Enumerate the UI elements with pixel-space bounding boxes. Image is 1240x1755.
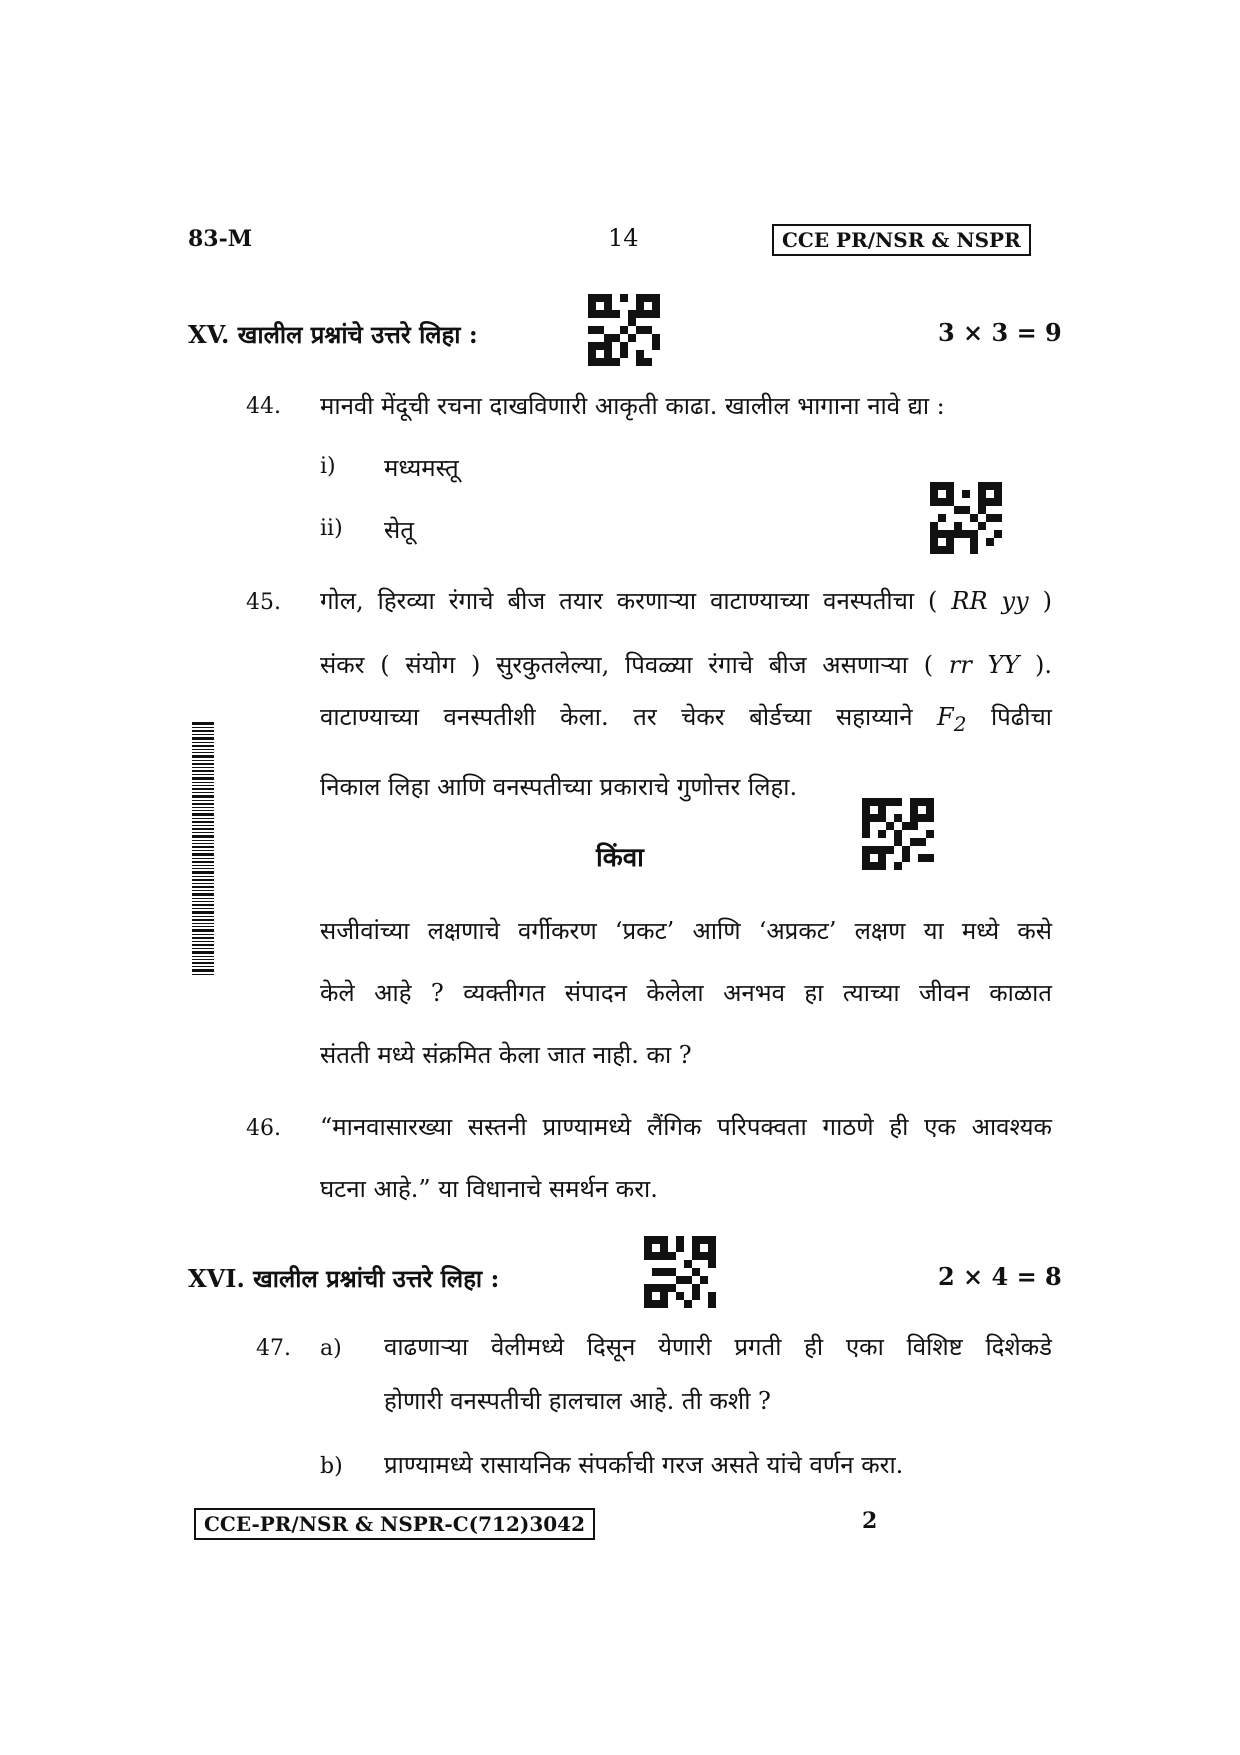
q44-part-i-text: मध्यमस्तू: [384, 454, 459, 482]
genotype-rryy-yellow: rr YY: [948, 651, 1020, 679]
qr-code-icon: [862, 798, 934, 870]
f-subscript: 2: [953, 711, 967, 736]
question-45-line-3: [320, 700, 1052, 736]
question-46-number: 46.: [246, 1116, 281, 1141]
section-16-title: XVI. खालील प्रश्नांची उत्तरे लिहा :: [188, 1264, 500, 1293]
q47-part-b-label: b): [320, 1454, 343, 1479]
question-45-alt-line-3: संतती मध्ये संक्रमित केला जात नाही. का ?: [320, 1041, 692, 1069]
q45-line2-close: ).: [1035, 651, 1052, 679]
exam-code-box: CCE PR/NSR & NSPR: [772, 224, 1031, 256]
question-45-alt-line-1: सजीवांच्या लक्षणाचे वर्गीकरण ‘प्रकट’ आणि ‘अप्रकट’ लक्षण या मध्ये कसे: [320, 917, 1052, 945]
q44-part-i-label: i): [320, 454, 336, 479]
question-46-line-2: घटना आहे.” या विधानाचे समर्थन करा.: [320, 1175, 658, 1203]
f2-generation: [937, 703, 967, 736]
section-16-marks: 2 × 4 = 8: [938, 1262, 1062, 1291]
q47-part-a-label: a): [320, 1336, 342, 1361]
q45-line1-text: गोल, हिरव्या रंगाचे बीज तयार करणाऱ्या वाटाण्याच्या वनस्पतीचा (: [320, 587, 938, 615]
question-45-number: 45.: [246, 590, 281, 615]
qr-code-icon: [930, 482, 1002, 554]
q44-part-ii-text: सेतू: [384, 516, 414, 544]
f-letter: F: [937, 703, 954, 731]
question-45-line-4: निकाल लिहा आणि वनस्पतीच्या प्रकाराचे गुणोत्तर लिहा.: [320, 773, 798, 801]
page-number: 14: [608, 224, 639, 252]
question-46-line-1: “मानवासारख्या सस्तनी प्राण्यामध्ये लैंगिक परिपक्वता गाठणे ही एक आवश्यक: [320, 1113, 1052, 1141]
qr-code-icon: [644, 1236, 716, 1308]
q47-part-b-text: प्राण्यामध्ये रासायनिक संपर्काची गरज असते यांचे वर्णन करा.: [384, 1451, 904, 1479]
question-44-text: मानवी मेंदूची रचना दाखविणारी आकृती काढा. खालील भागाना नावे द्या :: [320, 392, 945, 420]
footer-code-box: CCE-PR/NSR & NSPR-C(712)3042: [194, 1508, 595, 1540]
q45-line3-end: पिढीचा: [990, 703, 1052, 731]
paper-code: 83-M: [188, 226, 253, 252]
qr-code-icon: [588, 294, 660, 366]
q45-line3-text: वाटाण्याच्या वनस्पतीशी केला. तर चेकर बोर्डच्या सहाय्याने: [320, 703, 913, 731]
footer-page-number: 2: [862, 1508, 878, 1534]
genotype-rryy-green: RR yy: [951, 587, 1029, 615]
question-45-alt-line-2: केले आहे ? व्यक्तीगत संपादन केलेला अनभव हा त्याच्या जीवन काळात: [320, 979, 1052, 1007]
question-44-number: 44.: [246, 394, 281, 419]
q47-part-a-line-1: वाढणाऱ्या वेलीमध्ये दिसून येणारी प्रगती ही एका विशिष्ट दिशेकडे: [384, 1333, 1052, 1361]
barcode-icon: [192, 722, 214, 975]
question-45-line-1: [320, 584, 1052, 617]
question-45-line-2: [320, 648, 1052, 681]
q45-line2-text: संकर ( संयोग ) सुरकुतलेल्या, पिवळ्या रंगाचे बीज असणाऱ्या (: [320, 651, 934, 679]
section-15-marks: 3 × 3 = 9: [938, 318, 1062, 347]
section-15-title: XV. खालील प्रश्नांचे उत्तरे लिहा :: [188, 320, 478, 349]
q44-part-ii-label: ii): [320, 516, 343, 541]
or-separator: किंवा: [596, 843, 644, 873]
q45-line1-close: ): [1042, 587, 1053, 615]
question-47-number: 47.: [256, 1336, 291, 1361]
q47-part-a-line-2: होणारी वनस्पतीची हालचाल आहे. ती कशी ?: [384, 1387, 771, 1415]
